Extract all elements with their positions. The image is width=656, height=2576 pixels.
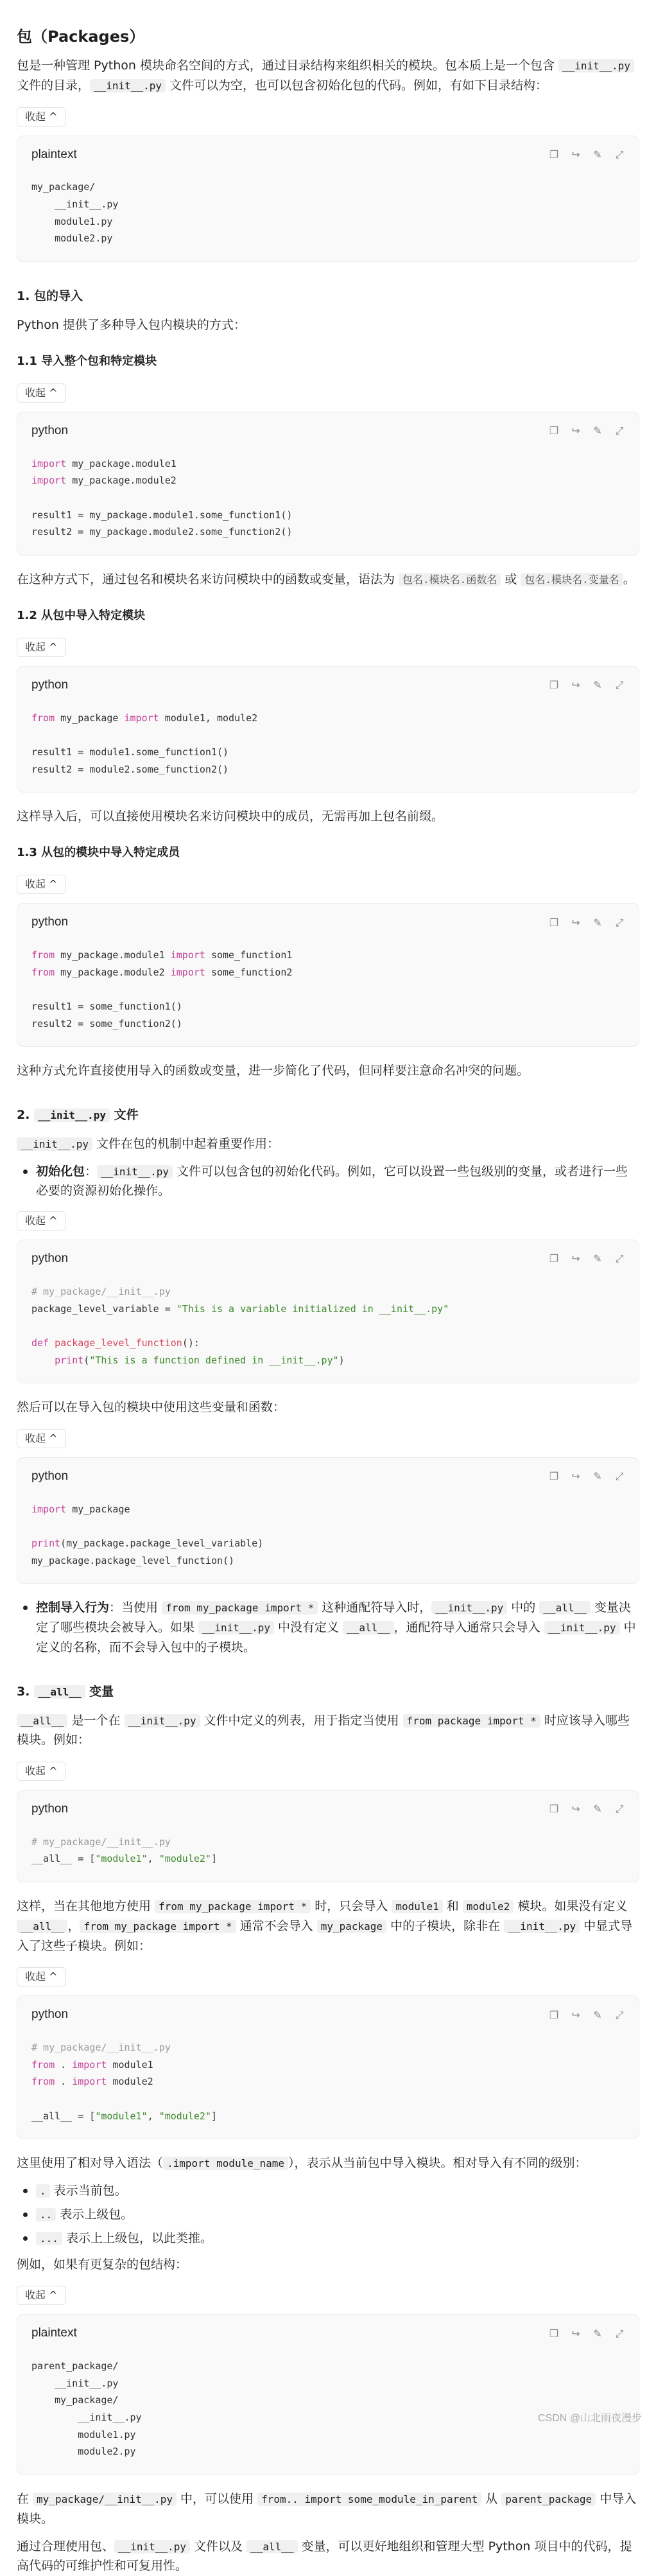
code-block-header (17, 1240, 639, 1273)
code-token: module1, module2 (159, 712, 258, 724)
wrap-icon[interactable]: ↪ (571, 2008, 580, 2021)
code-token: from (31, 712, 55, 724)
code-token: ) (338, 1354, 345, 1366)
code-token: import (31, 1503, 67, 1515)
subsection-heading: 1.3 从包的模块中导入特定成员 (17, 846, 180, 860)
copy-icon[interactable]: ❐ (549, 1470, 559, 1483)
code-token: my_package/ (31, 181, 96, 193)
code-token: "module1" (95, 2110, 148, 2122)
code-token: import (72, 2076, 107, 2088)
copy-icon[interactable]: ❐ (549, 425, 559, 437)
code-toolbar (549, 677, 625, 694)
code-language-label: python (31, 2008, 69, 2022)
code-block (17, 666, 639, 793)
collapse-button[interactable]: 收起 ^ (17, 2286, 66, 2305)
expand-icon[interactable]: ⤢ (615, 679, 624, 692)
code-token: result1 = module1.some_function1() (31, 746, 229, 758)
edit-icon[interactable]: ✎ (593, 916, 602, 929)
code-language-label: python (31, 1252, 69, 1266)
bullet-list (17, 1598, 639, 1657)
wrap-icon[interactable]: ↪ (571, 1803, 580, 1816)
code-token: my_package.module1 (66, 457, 177, 469)
code-token: def (31, 1336, 49, 1349)
code-token: "module1" (95, 1853, 148, 1865)
paragraph: Python 提供了多种导入包内模块的方式： (17, 317, 246, 332)
code-token: "module2" (159, 2110, 211, 2122)
paragraph: 这样导入后，可以直接使用模块名来访问模块中的成员，无需再加上包名前缀。 (17, 809, 444, 824)
code-block-header (17, 136, 639, 169)
code-toolbar (549, 1468, 625, 1485)
code-token: package_level_variable = (31, 1302, 177, 1315)
wrap-icon[interactable]: ↪ (571, 148, 580, 161)
code-token: print (31, 1538, 61, 1550)
code-language-label: python (31, 915, 69, 929)
code-token: __init__.py (31, 2412, 142, 2424)
collapse-button[interactable]: 收起 ^ (17, 875, 66, 894)
code-block-header (17, 904, 639, 936)
list-item: 初始化包： __init__.py 文件可以包含包的初始化代码。例如，它可以设置一些包级别的变量，或者进行一些必要的资源初始化操作。 (17, 1162, 639, 1202)
code-token: my_package.module2 (66, 475, 177, 487)
code-content (17, 699, 639, 793)
code-content (17, 1491, 639, 1584)
code-language-label: python (31, 423, 69, 437)
code-content (17, 936, 639, 1046)
code-token: my_package.module2 (55, 966, 171, 978)
code-token: import (170, 966, 205, 978)
list-item: 控制导入行为：当使用 from my_package import * 这种通配符导入时， __init__.py 中的 __all__ 变量决定了哪些模块会被导入。如果 __init__.py 中没有定义 __all__ ，通配符导入通常只会导入 __init__.py 中定义的名称，而不会导入包中的子模块。 (17, 1598, 639, 1657)
code-block (17, 1457, 639, 1584)
expand-icon[interactable]: ⤢ (615, 1252, 624, 1265)
code-language-label: plaintext (31, 2326, 77, 2340)
code-token: result1 = some_function1() (31, 1000, 182, 1012)
section-heading: 3. __all__ 变量 (17, 1684, 114, 1699)
code-token: __all__ = [ (31, 1853, 96, 1865)
code-toolbar (549, 915, 625, 931)
code-token: some_function1 (205, 949, 293, 961)
code-token: result2 = my_package.module2.some_function2() (31, 526, 293, 538)
copy-icon[interactable]: ❐ (549, 2008, 559, 2021)
watermark: CSDN @山北雨夜漫步 (537, 2413, 642, 2424)
code-token: "This is a variable initialized in __init__.py" (176, 1302, 449, 1315)
code-toolbar (549, 2007, 625, 2024)
edit-icon[interactable]: ✎ (593, 2327, 602, 2340)
code-toolbar (549, 146, 625, 163)
page-title: 包（Packages） (17, 28, 145, 46)
section-heading: 2. __init__.py 文件 (17, 1108, 139, 1123)
code-token: ] (211, 2110, 217, 2122)
code-token: result1 = my_package.module1.some_function1() (31, 509, 293, 521)
code-token: import (124, 712, 159, 724)
code-block (17, 1240, 639, 1383)
code-token (49, 1337, 55, 1349)
expand-icon[interactable]: ⤢ (615, 1803, 624, 1816)
code-toolbar (549, 1250, 625, 1267)
code-token: module2 (107, 2076, 153, 2088)
code-token: from (31, 966, 55, 978)
code-block (17, 1995, 639, 2139)
copy-icon[interactable]: ❐ (549, 1252, 559, 1265)
paragraph: 例如，如果有更复杂的包结构： (17, 2257, 188, 2272)
code-token: my_package (55, 712, 125, 724)
paragraph: __init__.py 文件在包的机制中起着重要作用： (17, 1134, 639, 1154)
wrap-icon[interactable]: ↪ (571, 916, 580, 929)
list-item: ... 表示上上级包，以此类推。 (17, 2229, 639, 2248)
section-heading: 1. 包的导入 (17, 289, 83, 304)
code-block (17, 136, 639, 263)
code-token: # my_package/__init__.py (31, 1836, 171, 1848)
subsection-heading: 1.1 导入整个包和特定模块 (17, 354, 157, 368)
collapse-button[interactable]: 收起 ^ (17, 638, 66, 657)
code-token: , (147, 2110, 159, 2122)
code-content (17, 1823, 639, 1882)
code-token: my_package (66, 1503, 130, 1515)
collapse-button[interactable]: 收起 ^ (17, 107, 66, 127)
paragraph: 这样，当在其他地方使用 from my_package import * 时，只会导入 module1 和 module2 模块。如果没有定义 __all__ ， from my_package import * 通常不会导入 my_package 中的子模块，除非在 __init__.py 中显式导入了这些子模块。例如： (17, 1899, 633, 1953)
code-token: package_level_function (55, 1336, 182, 1349)
copy-icon[interactable]: ❐ (549, 916, 559, 929)
code-content (17, 168, 639, 261)
code-toolbar (549, 2326, 625, 2342)
code-token: my_package.module1 (55, 949, 171, 961)
edit-icon[interactable]: ✎ (593, 2008, 602, 2021)
code-token: . (55, 2076, 73, 2088)
wrap-icon[interactable]: ↪ (571, 425, 580, 437)
code-language-label: python (31, 678, 69, 692)
code-language-label: python (31, 1469, 69, 1483)
code-token: result2 = module2.some_function2() (31, 763, 229, 775)
code-token: from (31, 2058, 55, 2071)
code-token: ( (83, 1354, 90, 1366)
bullet-list (17, 2181, 639, 2248)
code-token: import (72, 2058, 107, 2071)
edit-icon[interactable]: ✎ (593, 148, 602, 161)
copy-icon[interactable]: ❐ (549, 679, 559, 692)
code-content (17, 445, 639, 555)
paragraph: 这种方式允许直接使用导入的函数或变量，进一步简化了代码，但同样要注意命名冲突的问题。 (17, 1064, 530, 1078)
code-block (17, 1790, 639, 1882)
code-token: (my_package.package_level_variable) (60, 1538, 264, 1550)
code-token: ] (211, 1853, 217, 1865)
list-item: . 表示当前包。 (17, 2181, 639, 2201)
copy-icon[interactable]: ❐ (549, 148, 559, 161)
expand-icon[interactable]: ⤢ (615, 916, 624, 929)
collapse-button[interactable]: 收起 ^ (17, 383, 66, 403)
code-token: import (31, 475, 67, 487)
code-language-label: python (31, 1801, 69, 1816)
code-token: module2.py (31, 2446, 136, 2458)
paragraph: 然后可以在导入包的模块中使用这些变量和函数： (17, 1400, 286, 1415)
subsection-heading: 1.2 从包中导入特定模块 (17, 608, 146, 622)
expand-icon[interactable]: ⤢ (615, 2008, 624, 2021)
code-token: , (147, 1853, 159, 1865)
code-block (17, 903, 639, 1047)
code-token: some_function2 (205, 966, 293, 978)
collapse-button[interactable]: 收起 ^ (17, 1762, 66, 1781)
edit-icon[interactable]: ✎ (593, 425, 602, 437)
code-token: from (31, 949, 55, 961)
wrap-icon[interactable]: ↪ (571, 2327, 580, 2340)
code-token: __init__.py (31, 2377, 119, 2389)
code-block (17, 2314, 639, 2475)
code-block-header (17, 1458, 639, 1491)
code-token: "module2" (159, 1853, 211, 1865)
code-token (31, 1354, 55, 1366)
code-toolbar (549, 1801, 625, 1818)
code-token: my_package/ (31, 2394, 119, 2406)
expand-icon[interactable]: ⤢ (615, 425, 624, 437)
code-token: result2 = some_function2() (31, 1017, 182, 1030)
code-content (17, 1273, 639, 1383)
paragraph: __all__ 是一个在 __init__.py 文件中定义的列表，用于指定当使用 from package import * 时应该导入哪些模块。例如： (17, 1713, 630, 1748)
code-token: my_package.package_level_function() (31, 1554, 235, 1566)
bullet-list (17, 1162, 639, 1202)
code-block-header (17, 412, 639, 445)
edit-icon[interactable]: ✎ (593, 1470, 602, 1483)
code-token: module1 (107, 2058, 153, 2071)
edit-icon[interactable]: ✎ (593, 679, 602, 692)
code-token: __all__ = [ (31, 2110, 96, 2122)
code-token: parent_package/ (31, 2360, 119, 2372)
copy-icon[interactable]: ❐ (549, 2327, 559, 2340)
intro-paragraph: 包是一种管理 Python 模块命名空间的方式，通过目录结构来组织相关的模块。包本质上是一个包含 __init__.py 文件的目录， __init__.py 文件可以为空，也可以包含初始化包的代码。例如，有如下目录结构： (17, 56, 639, 96)
expand-icon[interactable]: ⤢ (615, 1470, 624, 1483)
code-token: module2.py (31, 232, 113, 245)
code-content (17, 2029, 639, 2139)
paragraph: 这里使用了相对导入语法（ .import module_name ），表示从当前包中导入模块。相对导入有不同的级别： (17, 2156, 587, 2171)
code-token: import (31, 457, 67, 469)
code-token: # my_package/__init__.py (31, 2042, 171, 2054)
code-block-header (17, 1996, 639, 2029)
wrap-icon[interactable]: ↪ (571, 1470, 580, 1483)
code-token: print (55, 1354, 84, 1366)
code-token: # my_package/__init__.py (31, 1285, 171, 1297)
code-token: (): (182, 1336, 200, 1349)
code-token: . (55, 2058, 73, 2071)
code-token: import (170, 949, 205, 961)
code-toolbar (549, 423, 625, 439)
edit-icon[interactable]: ✎ (593, 1803, 602, 1816)
wrap-icon[interactable]: ↪ (571, 1252, 580, 1265)
collapse-button[interactable]: 收起 ^ (17, 1211, 66, 1231)
code-block-header (17, 2315, 639, 2347)
code-block (17, 412, 639, 556)
code-block-header (17, 1791, 639, 1823)
code-block-header (17, 667, 639, 699)
code-token: module1.py (31, 215, 113, 227)
code-language-label: plaintext (31, 147, 77, 161)
paragraph: 在 my_package/__init__.py 中，可以使用 from.. import some_module_in_parent 从 parent_package 中导入模块。 (17, 2492, 637, 2526)
list-item: .. 表示上级包。 (17, 2205, 639, 2225)
copy-icon[interactable]: ❐ (549, 1803, 559, 1816)
code-token: from (31, 2076, 55, 2088)
edit-icon[interactable]: ✎ (593, 1252, 602, 1265)
paragraph: 通过合理使用包、 __init__.py 文件以及 __all__ 变量，可以更好地组织和管理大型 Python 项目中的代码，提高代码的可维护性和可复用性。 (17, 2539, 632, 2573)
code-token: "This is a function defined in __init__.py" (89, 1354, 339, 1366)
wrap-icon[interactable]: ↪ (571, 679, 580, 692)
paragraph: 在这种方式下，通过包名和模块名来访问模块中的函数或变量，语法为 包名.模块名.函数名 或 包名.模块名.变量名 。 (17, 572, 635, 586)
expand-icon[interactable]: ⤢ (615, 148, 624, 161)
code-token: __init__.py (31, 198, 119, 211)
code-token: module1.py (31, 2428, 136, 2440)
collapse-button[interactable]: 收起 ^ (17, 1967, 66, 1986)
collapse-button[interactable]: 收起 ^ (17, 1429, 66, 1448)
expand-icon[interactable]: ⤢ (615, 2327, 624, 2340)
